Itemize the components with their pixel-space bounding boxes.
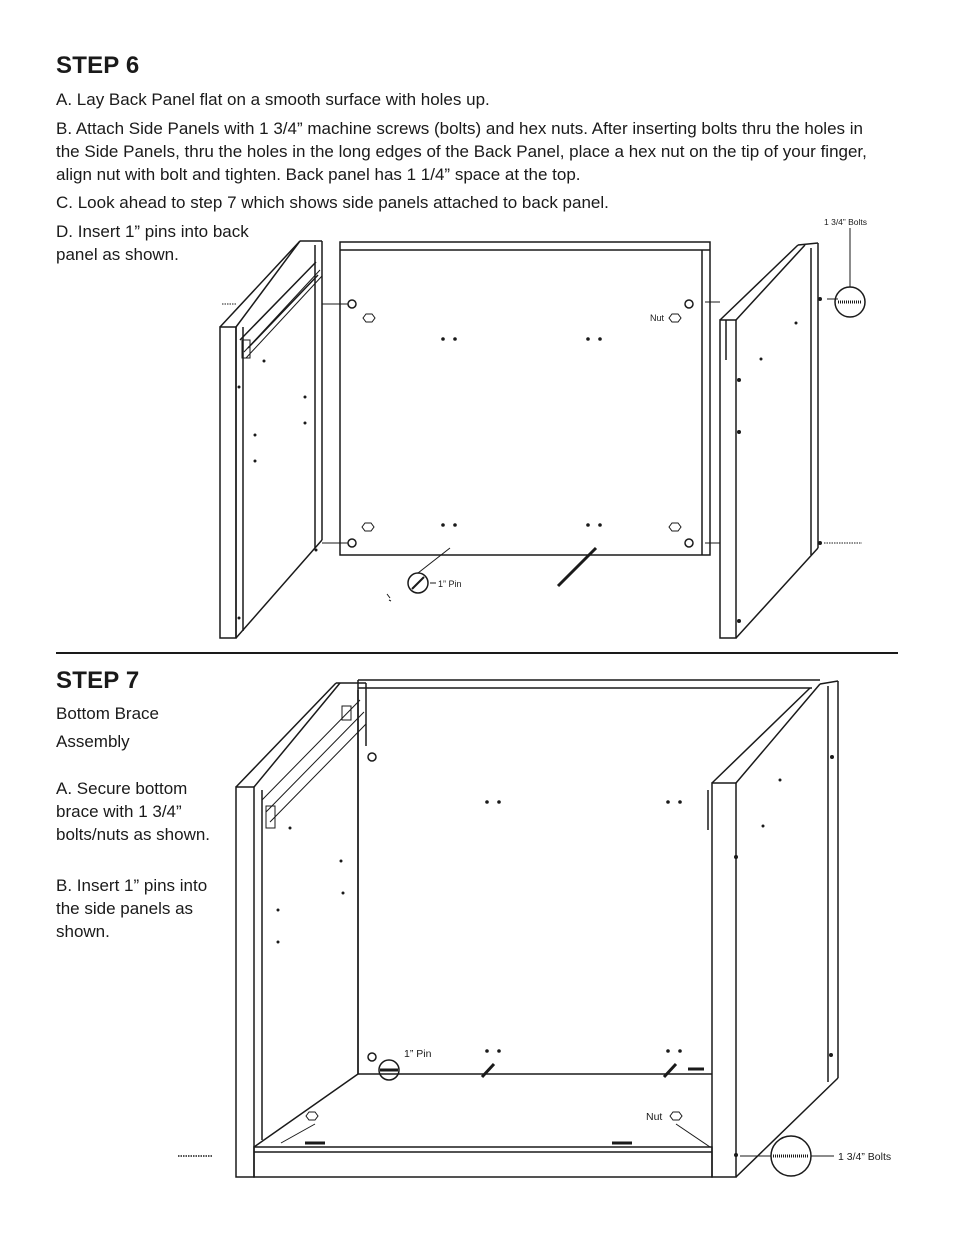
step7-right-side-panel [708,681,838,1177]
step7-instruction-a: A. Secure bottom brace with 1 3/4” bolts/nuts as shown. [56,779,211,844]
step7-pin-label: 1” Pin [404,1048,432,1060]
step6-instruction-b: B. Attach Side Panels with 1 3/4” machine screws (bolts) and hex nuts. After inserting bolts thru the holes in the Side Panels, thru the holes in the long edges of the Back Panel, place a hex nut on the tip of your finger, align nut with bolt and tighten. Back panel has 1 1/4” space at the top. [56,119,867,184]
step6-pin-label: 1” Pin [438,579,462,589]
step6-instruction-c: C. Look ahead to step 7 which shows side panels attached to back panel. [56,193,609,212]
step7-subtitle: Bottom Brace Assembly [56,704,159,751]
step7-left-side-panel [236,683,366,1177]
step6-instruction-d: D. Insert 1” pins into back panel as shown. [56,222,249,264]
step6-nut-label: Nut [650,313,665,323]
step6-bolts-label: 1 3/4” Bolts [824,217,867,227]
step7-bolts-label: 1 3/4” Bolts [838,1151,892,1163]
step7-pins [281,1064,710,1147]
step7-pin-callout [379,1060,399,1080]
cabinet-back [358,680,820,1074]
step6-instruction-a: A. Lay Back Panel flat on a smooth surface with holes up. [56,90,490,109]
step6-heading: STEP 6 [56,52,140,79]
bottom-brace [254,1147,712,1177]
step7-back-holes [485,800,682,1053]
step7-heading: STEP 7 [56,667,140,694]
step7-nuts [306,1112,682,1120]
step7-left-holes [277,827,345,944]
step7-nut-label: Nut [646,1111,663,1123]
step7-instruction-b: B. Insert 1” pins into the side panels as shown. [56,876,208,941]
step7-back-bolts [368,753,376,1061]
step7-left-slide-rail [262,700,366,828]
